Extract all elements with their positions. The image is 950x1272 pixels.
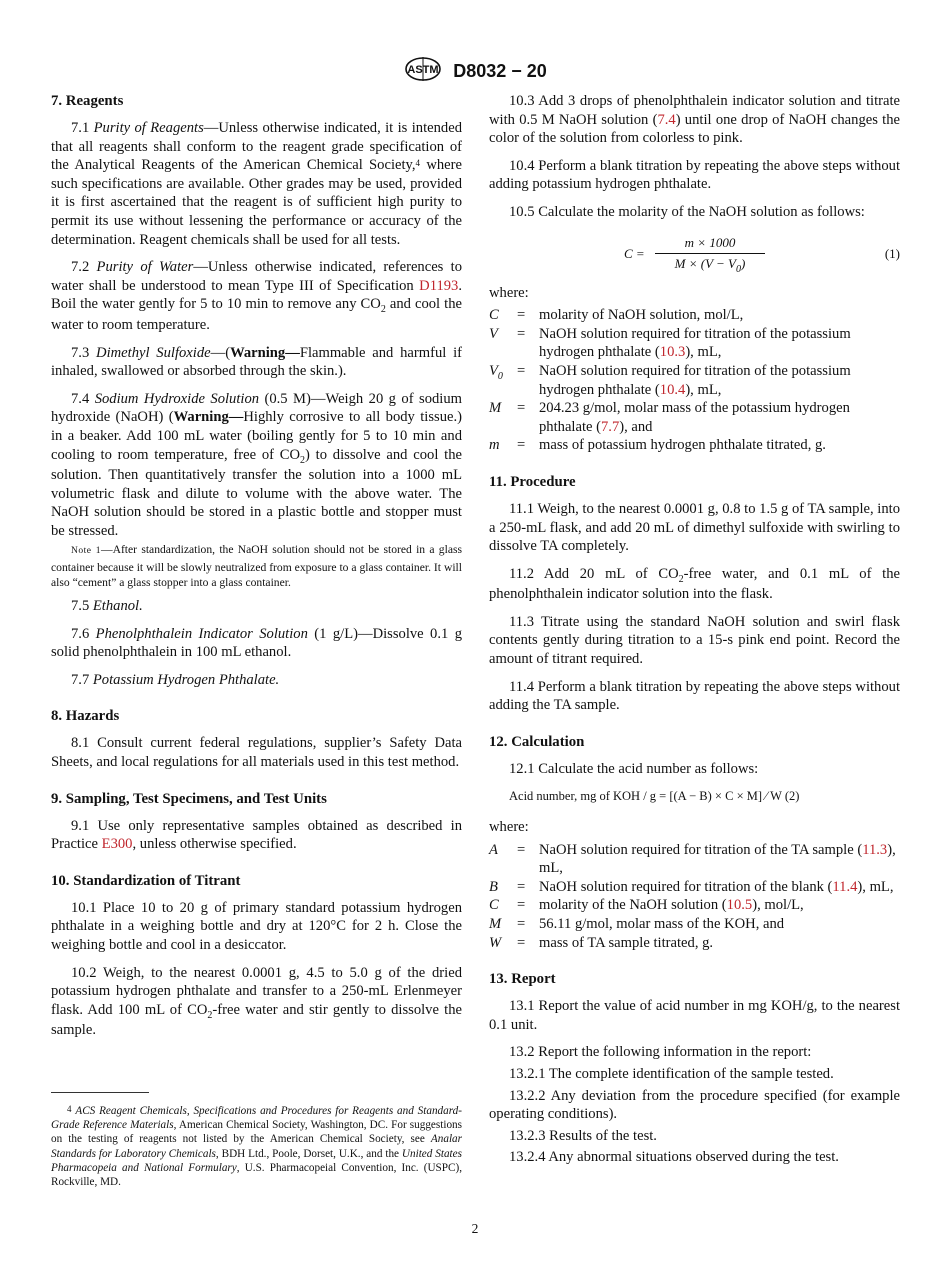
para-10-3: 10.3 Add 3 drops of phenolphthalein indicator solution and titrate with 0.5 M NaOH solution (7.4) until one drop of NaOH changes the color of the solution from colorless to pink. [489, 93, 900, 147]
para-9-1: 9.1 Use only representative samples obtained as described in Practice E300, unless otherwise specified. [51, 817, 462, 853]
eq1-denominator: $M \times (V - V_0)$ [674, 255, 746, 275]
def-row: M = 204.23 g/mol, molar mass of the potassium hydrogen phthalate (7.7), and [489, 400, 850, 435]
left-column [51, 92, 462, 1049]
def-row: V = NaOH solution required for titration of the potassium hydrogen phthalate (10.3), mL, [489, 325, 851, 361]
svg-text:ASTM: ASTM [407, 64, 439, 76]
para-8-1: 8.1 Consult current federal regulations, supplier’s Safety Data Sheets, and local regulations for all materials used in this test method. [51, 735, 462, 771]
para-10-2: 10.2 Weigh, to the nearest 0.0001 g, 4.5 to 5.0 g of the dried potassium hydrogen phthalate and transfer to a 250-mL Erlenmeyer flask. Add 100 mL of $CO_2$-free water and stir gently to dissolve the sample. [51, 964, 462, 1039]
footnote-rule [51, 1092, 149, 1093]
para-7-3: 7.3 Dimethyl Sulfoxide—(Warning—Flammable and harmful if inhaled, swallowed or absorbed through the skin.). [51, 344, 462, 380]
page-number: 2 [471, 1221, 479, 1236]
link-10-5[interactable]: 10.5 [726, 897, 753, 914]
equation-1 [489, 234, 900, 274]
section-12-title: 12. Calculation [489, 733, 585, 750]
def-row: C = molarity of the NaOH solution (10.5), mol/L, [489, 897, 804, 914]
link-10-3[interactable]: 10.3 [659, 344, 686, 361]
def-row: B = NaOH solution required for titration of the blank (11.4), mL, [489, 878, 894, 895]
section-13-title: 13. Report [489, 971, 556, 988]
def-row: A = NaOH solution required for titration of the TA sample (11.3), mL, [489, 841, 896, 877]
para-11-4: 11.4 Perform a blank titration by repeating the above steps without adding the TA sample. [489, 678, 900, 714]
eq1-lhs: C = [624, 245, 645, 261]
definitions-1 [489, 306, 900, 455]
right-column [489, 92, 900, 1170]
para-7-6: 7.6 Phenolphthalein Indicator Solution (1 g/L)—Dissolve 0.1 g solid phenolphthalein in 100 mL ethanol. [51, 625, 462, 661]
para-13-2-1: 13.2.1 The complete identification of the sample tested. [509, 1065, 834, 1082]
para-12-1: 12.1 Calculate the acid number as follows: [509, 760, 759, 777]
para-11-1: 11.1 Weigh, to the nearest 0.0001 g, 0.8 to 1.5 g of TA sample, into a 250-mL flask, and add 20 mL of dimethyl sulfoxide with swirling to dissolve TA completely. [489, 500, 900, 555]
link-7-7[interactable]: 7.7 [601, 418, 620, 435]
footnote-4: $^4$ ACS Reagent Chemicals, Specifications and Procedures for Reagents and Standard-Grade Reference Materials, American Chemical Society, Washington, DC. For suggestions on the testing of reagents not listed by the American Chemical Society, see Analar Standards for Laboratory Chemicals, BDH Ltd., Poole, Dorset, U.K., and the United States Pharmacopeia and National Formulary, U.S. Pharmacopeial Convention, Inc. (USPC), Rockville, MD. [51, 1104, 463, 1189]
eq1-label: (1) [884, 245, 900, 261]
para-11-2: 11.2 Add 20 mL of $CO_2$-free water, and 0.1 mL of the phenolphthalein indicator solution into the flask. [489, 565, 900, 603]
para-7-2: 7.2 Purity of Water—Unless otherwise indicated, references to water shall be understood to mean Type III of Specification D1193. Boil the water gently for 5 to 10 min to remove any $CO_2$ and cool the water to room temperature. [51, 259, 462, 333]
where-label-2: where: [489, 819, 529, 836]
para-13-1: 13.1 Report the value of acid number in mg KOH/g, to the nearest 0.1 unit. [489, 998, 900, 1033]
para-7-4: 7.4 Sodium Hydroxide Solution (0.5 M)—Weigh 20 g of sodium hydroxide (NaOH) (Warning—Highly corrosive to all body tissue.) in a beaker. Add 100 mL water (boiling gently for 5 to 10 min and cooling to room temperature, free of $CO_2$) to dissolve and cool the solution. Then quantitatively transfer the solution into a 1000 mL volumetric flask and dilute to volume with the above water. The NaOH solution should be stored in a plastic bottle and stopper must be stressed. [51, 390, 462, 539]
para-13-2-3: 13.2.3 Results of the test. [509, 1127, 657, 1144]
note-1: Note 1—After standardization, the NaOH solution should not be stored in a glass container because it will be slowly neutralized from exposure to a glass container. It will also “cement” a glass stopper into a glass container. [51, 543, 462, 589]
para-13-2-4: 13.2.4 Any abnormal situations observed during the test. [509, 1149, 839, 1166]
para-7-7: 7.7 Potassium Hydrogen Phthalate. [71, 671, 280, 688]
para-13-2: 13.2 Report the following information in the report: [509, 1044, 812, 1061]
def-row: W = mass of TA sample titrated, g. [489, 934, 714, 951]
para-10-4: 10.4 Perform a blank titration by repeating the above steps without adding potassium hydrogen phthalate. [489, 157, 900, 193]
section-11-title: 11. Procedure [489, 473, 576, 490]
para-13-2-2: 13.2.2 Any deviation from the procedure specified (for example operating conditions). [489, 1087, 900, 1123]
para-10-5: 10.5 Calculate the molarity of the NaOH solution as follows: [509, 203, 865, 220]
para-10-1: 10.1 Place 10 to 20 g of primary standard potassium hydrogen phthalate in a weighing bottle and dry at 120°C for 2 h. Close the weighing bottle and cool in a desiccator. [51, 899, 462, 954]
definitions-2 [489, 841, 900, 953]
link-e300[interactable]: E300 [101, 836, 133, 853]
document-code: D8032 − 20 [453, 61, 547, 81]
def-row: M = 56.11 g/mol, molar mass of the KOH, and [489, 916, 785, 932]
section-8-title: 8. Hazards [51, 708, 120, 725]
section-9-title: 9. Sampling, Test Specimens, and Test Units [51, 790, 327, 807]
where-label-1: where: [489, 284, 529, 301]
para-7-1: 7.1 Purity of Reagents—Unless otherwise indicated, it is intended that all reagents shall conform to the reagent grade specification of the Analytical Reagents of the American Chemical Society,$^4$ where such specifications are available. Other grades may be used, provided it is first ascertained that the reagent is of sufficient high purity to permit its use without lessening the performance or accuracy of the determination. Reagent chemicals shall be used for all tests. [51, 120, 463, 248]
def-row: $V_0$ = NaOH solution required for titration of the potassium hydrogen phthalate (10.4), mL, [489, 362, 851, 398]
link-11-4[interactable]: 11.4 [832, 878, 858, 895]
astm-logo [403, 56, 443, 87]
page-header [0, 56, 950, 87]
link-11-3[interactable]: 11.3 [862, 841, 888, 858]
para-7-5: 7.5 Ethanol. [71, 598, 143, 615]
eq1-fraction-bar [655, 253, 765, 254]
link-7-4[interactable]: 7.4 [657, 111, 676, 128]
para-11-3: 11.3 Titrate using the standard NaOH solution and swirl flask contents gently during titration to a 15-s pink end point. Record the amount of titrant required. [489, 613, 900, 668]
link-10-4[interactable]: 10.4 [659, 381, 686, 398]
equation-2: Acid number, mg of KOH / g = [(A − B) × C × M] ⁄ W (2) [509, 789, 800, 804]
section-7-title: 7. Reagents [51, 93, 124, 109]
eq1-numerator: m × 1000 [684, 234, 736, 250]
def-row: C = molarity of NaOH solution, mol/L, [489, 307, 744, 324]
section-10-title: 10. Standardization of Titrant [51, 872, 241, 889]
link-d1193[interactable]: D1193 [419, 277, 459, 294]
def-row: m = mass of potassium hydrogen phthalate titrated, g. [489, 437, 826, 454]
